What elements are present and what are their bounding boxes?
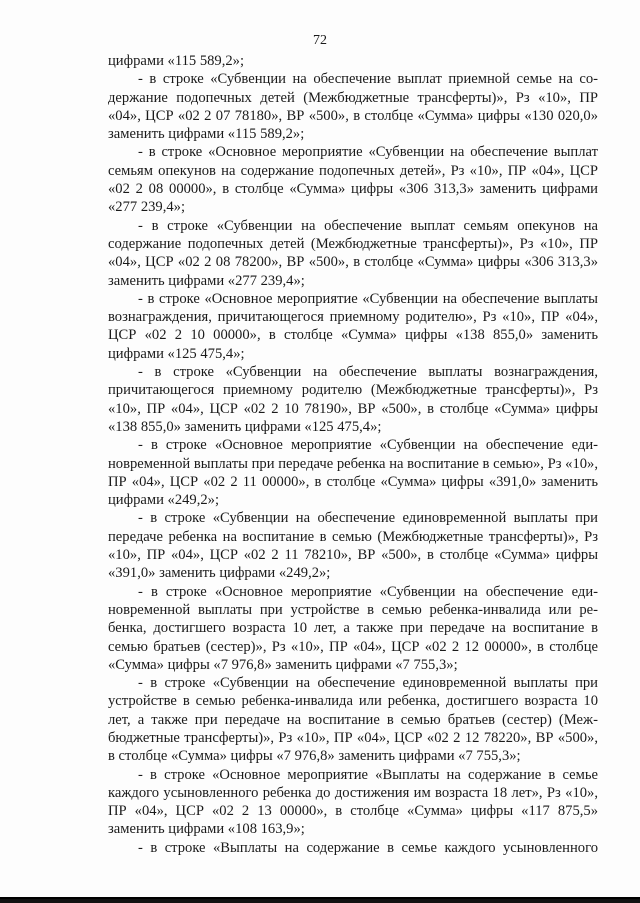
paragraph: - в строке «Выплаты на содержание в семье каждого усыновленного [138,839,598,856]
paragraph: - в строке «Субвенции на обеспечение выплат семьям опекунов на содержание подопечных детей (Межбюджетные трансферты)», Рз «10», ПР «04», ЦСР «02 2 08 78200», ВР «500», в столбце «Сумма» цифры «306 313,3» заменить цифрами «277 239,4»; [108,217,598,289]
paragraph: - в строке «Основное мероприятие «Субвенции на обеспечение единовременной выплаты при устройстве в семью ребенка-инвалида или ребенка, достигшего возраста 10 лет, а также при передаче на воспитание в семью братьев (сестер)», Рз «10», ПР «04», ЦСР «02 2 12 00000», в столбце «Сумма» цифры «7 976,8» заменить цифрами «7 755,3»; [108,583,598,673]
paragraph: цифрами «115 589,2»; [108,53,245,69]
paragraph: - в строке «Основное мероприятие «Субвенции на обеспечение выплаты вознаграждения, причитающегося приемному родителю», Рз «10», ПР «04», ЦСР «02 2 10 00000», в столбце «Сумма» цифры «138 855,0» заменить цифрами «125 475,4»; [108,290,598,362]
document-body [108,52,598,857]
paragraph: - в строке «Основное мероприятие «Субвенции на обеспечение единовременной выплаты при передаче ребенка на воспитание в семью», Рз «10», ПР «04», ЦСР «02 2 11 00000», в столбце «Сумма» цифры «391,0» заменить цифрами «249,2»; [108,437,598,509]
paragraph: - в строке «Субвенции на обеспечение выплат приемной семье на содержание подопечных детей (Межбюджетные трансферты)», Рз «10», ПР «04», ЦСР «02 2 07 78180», ВР «500», в столбце «Сумма» цифры «130 020,0» заменить цифрами «115 589,2»; [108,71,598,143]
paragraph: - в строке «Основное мероприятие «Субвенции на обеспечение выплат семьям опекунов на содержание подопечных детей», Рз «10», ПР «04», ЦСР «02 2 08 00000», в столбце «Сумма» цифры «306 313,3» заменить цифрами «277 239,4»; [108,144,598,216]
paragraph: - в строке «Субвенции на обеспечение выплаты вознаграждения, причитающегося приемному родителю (Межбюджетные трансферты)», Рз «10», ПР «04», ЦСР «02 2 10 78190», ВР «500», в столбце «Сумма» цифры «138 855,0» заменить цифрами «125 475,4»; [108,364,598,435]
page-number: 72 [313,33,327,48]
paragraph: - в строке «Субвенции на обеспечение единовременной выплаты при устройстве в семью ребенка-инвалида или ребенка, достигшего возраста 10 лет, а также при передаче на воспитание в семью братьев (сестер) (Межбюджетные трансферты)», Рз «10», ПР «04», ЦСР «02 2 12 78220», ВР «500», в столбце «Сумма» цифры «7 976,8» заменить цифрами «7 755,3»; [108,675,598,765]
paragraph: - в строке «Основное мероприятие «Выплаты на содержание в семье каждого усыновленного ребенка до достижения им возраста 18 лет», Рз «10», ПР «04», ЦСР «02 2 13 00000», в столбце «Сумма» цифры «117 875,5» заменить цифрами «108 163,9»; [108,766,598,838]
page-bottom-edge [0,897,640,903]
paragraph: - в строке «Субвенции на обеспечение единовременной выплаты при передаче ребенка на воспитание в семью (Межбюджетные трансферты)», Рз «10», ПР «04», ЦСР «02 2 11 78210», ВР «500», в столбце «Сумма» цифры «391,0» заменить цифрами «249,2»; [108,510,598,582]
